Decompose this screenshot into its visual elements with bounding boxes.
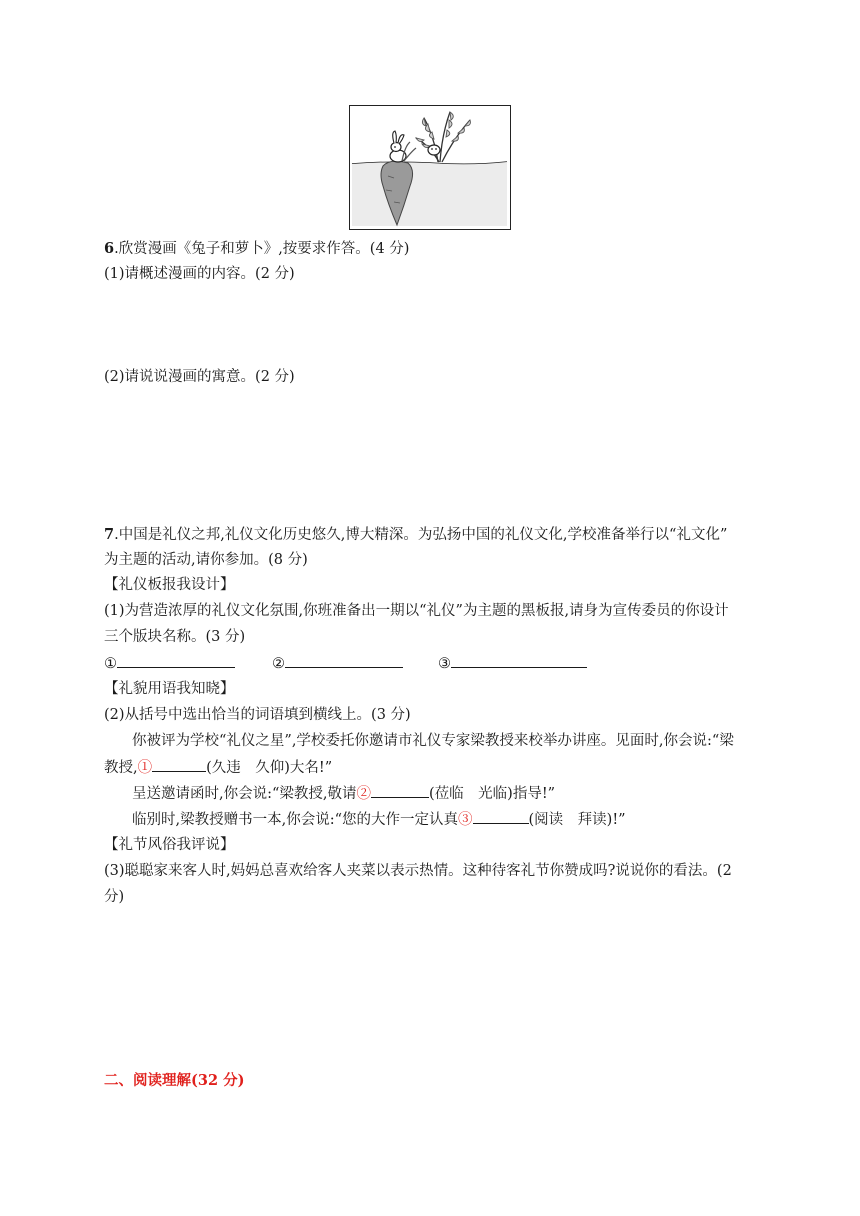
blank-mark-3: ③ bbox=[438, 656, 451, 672]
answer-blank-para3[interactable] bbox=[473, 809, 529, 824]
q6-stem bbox=[104, 239, 409, 259]
q7-section2-title: 【礼貌用语我知晓】 bbox=[104, 681, 235, 697]
q7-sub3-line1: (3)聪聪家来客人时,妈妈总喜欢给客人夹菜以表示热情。这种待客礼节你赞成吗?说说你的看法。(2 bbox=[104, 863, 732, 879]
q7-stem-line1 bbox=[104, 525, 727, 545]
q6-sub2: (2)请说说漫画的寓意。(2 分) bbox=[104, 369, 295, 385]
answer-blank-2[interactable] bbox=[285, 653, 403, 668]
para3-prefix: 临别时,梁教授赠书一本,你会说:“您的大作一定认真 bbox=[132, 812, 459, 828]
q7-blank-2 bbox=[272, 653, 403, 674]
q7-sub3-line2: 分) bbox=[104, 889, 125, 905]
q7-sub2-stem: (2)从括号中选出恰当的词语填到横线上。(3 分) bbox=[104, 707, 411, 723]
answer-blank-para1[interactable] bbox=[152, 757, 206, 772]
q7-para1-line1: 你被评为学校“礼仪之星”,学校委托你邀请市礼仪专家梁教授来校举办讲座。见面时,你会说:“梁 bbox=[132, 733, 734, 749]
q6-stem-text: .欣赏漫画《兔子和萝卜》,按要求作答。(4 分) bbox=[114, 241, 410, 257]
answer-blank-3[interactable] bbox=[451, 653, 587, 668]
blank-mark-2: ② bbox=[272, 656, 285, 672]
comic-rabbit-and-carrot bbox=[349, 105, 511, 230]
para1-mark: ① bbox=[137, 760, 153, 776]
part2-title: 二、阅读理解(32 分) bbox=[104, 1072, 245, 1089]
para3-options: (阅读 拜读)!” bbox=[528, 812, 626, 828]
q6-sub1: (1)请概述漫画的内容。(2 分) bbox=[104, 266, 295, 282]
q7-blank-3 bbox=[438, 653, 587, 674]
para3-mark: ③ bbox=[458, 812, 473, 828]
q7-section1-title: 【礼仪板报我设计】 bbox=[104, 577, 235, 593]
q7-para2 bbox=[132, 783, 555, 804]
q7-para3 bbox=[132, 809, 626, 830]
q7-sub1-line2: 三个版块名称。(3 分) bbox=[104, 629, 246, 645]
para1-options: (久违 久仰)大名!” bbox=[206, 760, 333, 776]
answer-blank-para2[interactable] bbox=[371, 783, 429, 798]
para2-prefix: 呈送邀请函时,你会说:“梁教授,敬请 bbox=[132, 786, 357, 802]
q7-section3-title: 【礼节风俗我评说】 bbox=[104, 837, 235, 853]
comic-illustration bbox=[350, 106, 509, 228]
q7-sub1-line1: (1)为营造浓厚的礼仪文化氛围,你班准备出一期以“礼仪”为主题的黑板报,请身为宣传委员的你设计 bbox=[104, 603, 729, 619]
q6-number: 6 bbox=[104, 240, 115, 257]
q7-blank-1 bbox=[104, 653, 235, 674]
answer-blank-1[interactable] bbox=[117, 653, 235, 668]
q7-number: 7 bbox=[104, 526, 115, 543]
para2-mark: ② bbox=[356, 786, 372, 802]
q7-para1-line2 bbox=[104, 757, 332, 778]
q7-stem-text: .中国是礼仪之邦,礼仪文化历史悠久,博大精深。为弘扬中国的礼仪文化,学校准备举行以“礼文化” bbox=[114, 527, 728, 543]
para1-prefix: 教授, bbox=[104, 760, 138, 776]
blank-mark-1: ① bbox=[104, 656, 117, 672]
para2-options: (莅临 光临)指导!” bbox=[429, 786, 556, 802]
q7-stem-line2: 为主题的活动,请你参加。(8 分) bbox=[104, 552, 308, 568]
